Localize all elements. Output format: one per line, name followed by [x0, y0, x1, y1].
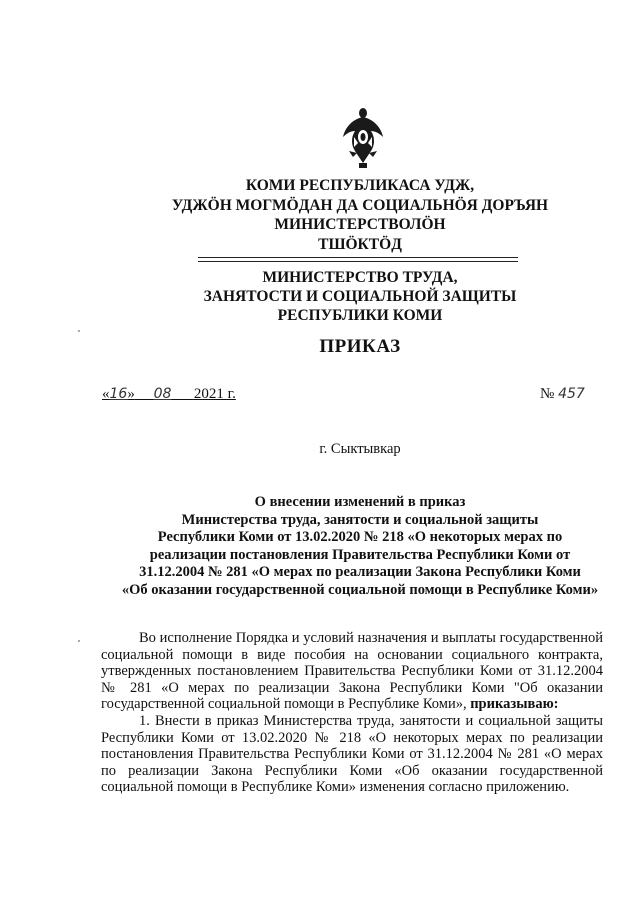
header-divider-thin: [198, 261, 518, 262]
order-body: [101, 630, 603, 796]
subject-line-5: 31.12.2004 № 281 «О мерах по реализации Закона Республики Коми: [139, 564, 581, 580]
subject-line-2: Министерства труда, занятости и социальной защиты: [181, 511, 539, 528]
preamble-directive: приказываю:: [470, 696, 559, 713]
date-quote-open: «: [102, 386, 110, 402]
preamble-text: Во исполнение Порядка и условий назначения и выплаты государственной социальной помощи в виде пособия на основании социального контракта, утвержденных постановлением Правительства Республики Коми от 31.12.2004 № 281 «О мерах по реализации Закона Республики Коми "Об оказании государственной социальной помощи в Республике Коми»,: [101, 630, 603, 713]
order-number: [540, 386, 585, 403]
scan-mark: [78, 640, 80, 642]
number-value-handwritten: 457: [558, 386, 585, 402]
header-komi-line-1: КОМИ РЕСПУБЛИКАСА УДЖ,: [245, 177, 475, 194]
header-komi-line-3: МИНИСТЕРСТВОЛӦН: [274, 216, 446, 233]
order-item-1: 1. Внести в приказ Министерства труда, занятости и социальной защиты Республики Коми от 13.02.2020 № 218 «О некоторых мерах по реализации постановления Правительства Республики Коми от 31.12.2004 № 281 «О мерах по реализации Закона Республики Коми «Об оказании государственной социальной помощи в Республике Коми» изменения согласно приложению.: [101, 712, 603, 796]
header-ru-line-1: МИНИСТЕРСТВО ТРУДА,: [262, 269, 458, 286]
header-divider-thick: [198, 257, 518, 258]
city-name: г. Сыктывкар: [319, 441, 401, 457]
header-komi-line-4: ТШӦКТӦД: [318, 235, 402, 253]
date-year: 2021 г.: [193, 386, 236, 402]
date-gap: [135, 386, 154, 402]
header-ru: [140, 268, 580, 325]
header-komi: [140, 176, 580, 254]
subject-line-6: «Об оказании государственной социальной помощи в Республике Коми»: [121, 581, 599, 598]
subject-line-1: О внесении изменений в приказ: [254, 494, 466, 510]
document-type-title: ПРИКАЗ: [319, 336, 401, 357]
scan-mark: [78, 330, 80, 332]
date-gap-2: [171, 386, 194, 402]
header-komi-line-2: УДЖӦН МОГМӦДАН ДА СОЦИАЛЬНӦЯ ДОРЪЯН: [171, 196, 549, 214]
header-ru-line-2: ЗАНЯТОСТИ И СОЦИАЛЬНОЙ ЗАЩИТЫ: [203, 288, 517, 305]
subject-line-3: Республики Коми от 13.02.2020 № 218 «О некоторых мерах по: [157, 529, 563, 545]
preamble-paragraph: [101, 630, 603, 713]
subject-line-4: реализации постановления Правительства Республики Коми от: [149, 546, 571, 563]
order-date: [102, 386, 236, 403]
coat-of-arms-emblem: [339, 107, 387, 169]
date-month-handwritten: 08: [153, 386, 172, 402]
date-day-handwritten: 16: [109, 386, 128, 402]
order-subject: [95, 494, 625, 599]
header-ru-line-3: РЕСПУБЛИКИ КОМИ: [277, 307, 443, 324]
number-sign: №: [540, 386, 555, 402]
date-quote-close: »: [127, 386, 135, 402]
